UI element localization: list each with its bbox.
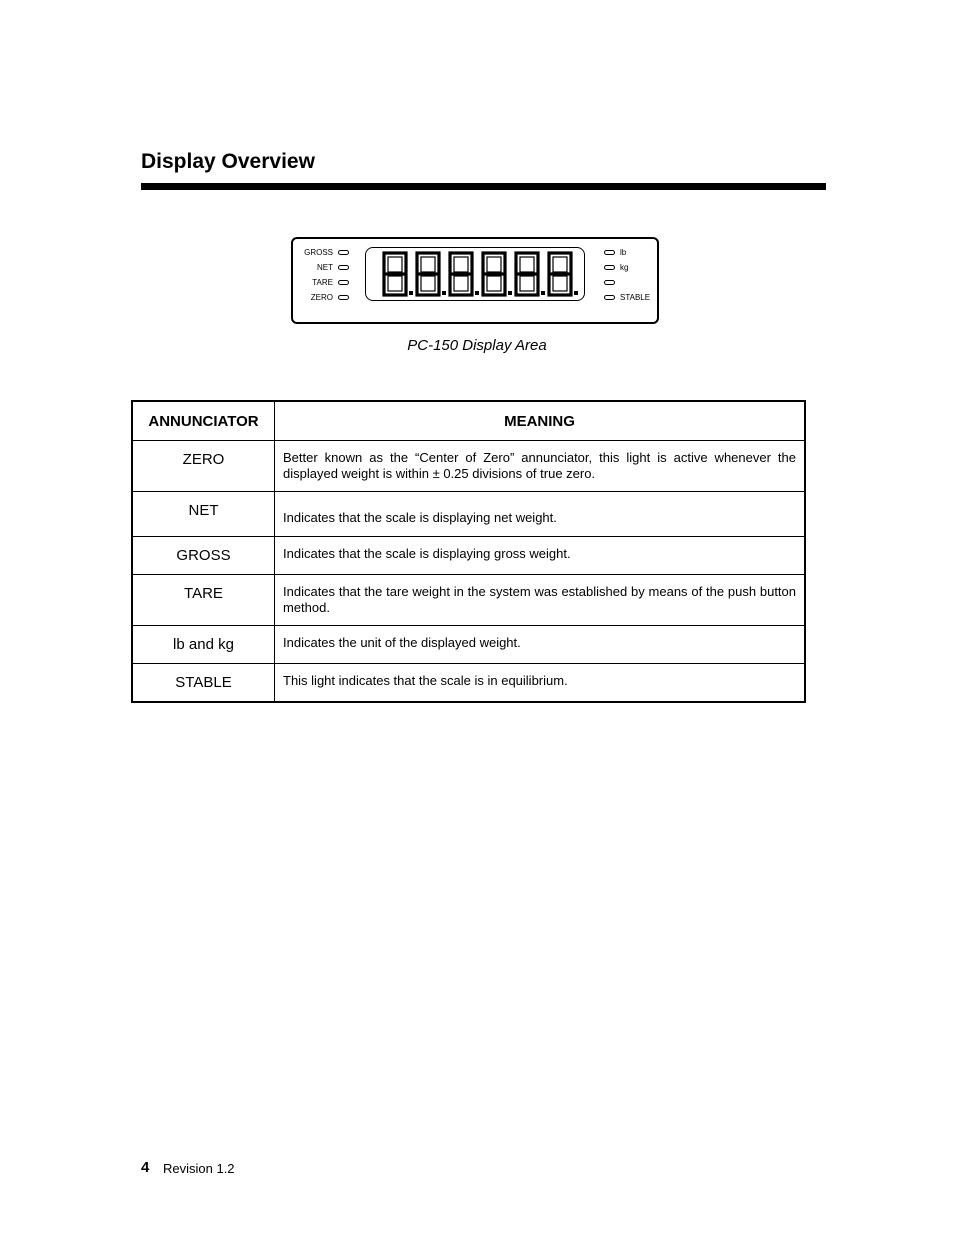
- digit-8-icon: [450, 253, 479, 295]
- page-title: Display Overview: [141, 150, 315, 173]
- seven-segment-digits-icon: [366, 248, 584, 300]
- meaning-cell: Indicates the unit of the displayed weight.: [275, 626, 806, 664]
- annunciator-cell: GROSS: [132, 537, 275, 575]
- annunciator-label-zero: ZERO: [310, 293, 333, 302]
- digit-8-icon: [483, 253, 512, 295]
- meaning-cell: This light indicates that the scale is in equilibrium.: [275, 664, 806, 702]
- annunciator-label-net: NET: [317, 263, 333, 272]
- table-row: [132, 537, 805, 575]
- annunciator-cell: TARE: [132, 575, 275, 626]
- title-rule: [141, 183, 826, 190]
- annunciator-label-gross: GROSS: [304, 248, 333, 257]
- digit-8-icon: [417, 253, 446, 295]
- blank-led-icon: [604, 280, 615, 285]
- meaning-cell: Indicates that the tare weight in the system was established by means of the push button method.: [275, 575, 806, 626]
- annunciator-cell: NET: [132, 492, 275, 537]
- annunciator-cell: ZERO: [132, 441, 275, 492]
- annunciator-cell: lb and kg: [132, 626, 275, 664]
- seven-segment-readout: [365, 247, 585, 301]
- gross-led-icon: [338, 250, 349, 255]
- net-led-icon: [338, 265, 349, 270]
- table-row: [132, 441, 805, 492]
- annunciator-label-kg: kg: [620, 263, 629, 272]
- table-row: [132, 626, 805, 664]
- table-header-row: [132, 401, 805, 441]
- revision-label: Revision 1.2: [163, 1161, 235, 1176]
- digit-8-icon: [549, 253, 578, 295]
- meaning-cell: Indicates that the scale is displaying gross weight.: [275, 537, 806, 575]
- table-row: [132, 492, 805, 537]
- annunciator-label-lb: lb: [620, 248, 627, 257]
- lb-led-icon: [604, 250, 615, 255]
- page-number: 4: [141, 1159, 150, 1176]
- column-header-meaning: MEANING: [275, 401, 806, 441]
- digit-8-icon: [516, 253, 545, 295]
- figure-caption: PC-150 Display Area: [407, 337, 547, 354]
- annunciator-table: [131, 400, 806, 703]
- meaning-cell: Better known as the “Center of Zero” annunciator, this light is active whenever the displayed weight is within ± 0.25 divisions of true zero.: [275, 441, 806, 492]
- meaning-cell: Indicates that the scale is displaying net weight.: [275, 492, 806, 537]
- kg-led-icon: [604, 265, 615, 270]
- table-row: [132, 664, 805, 702]
- digit-8-icon: [384, 253, 413, 295]
- zero-led-icon: [338, 295, 349, 300]
- annunciator-label-stable: STABLE: [620, 293, 651, 302]
- stable-led-icon: [604, 295, 615, 300]
- table-row: [132, 575, 805, 626]
- tare-led-icon: [338, 280, 349, 285]
- annunciator-label-tare: TARE: [312, 278, 333, 287]
- annunciator-cell: STABLE: [132, 664, 275, 702]
- display-panel: [291, 237, 659, 324]
- column-header-annunciator: ANNUNCIATOR: [132, 401, 275, 441]
